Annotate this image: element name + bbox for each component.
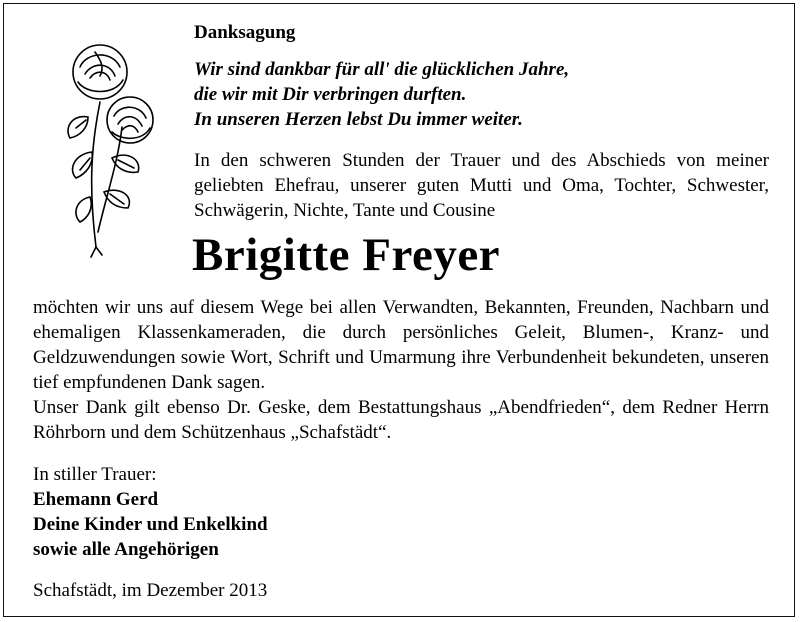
poem-line: die wir mit Dir verbringen durften. bbox=[194, 84, 467, 105]
body-paragraph: Unser Dank gilt ebenso Dr. Geske, dem Bestattungshaus „Abendfrieden“, dem Redner Herrn Röhrborn und dem Schützenhaus „Schafstädt“. bbox=[33, 397, 769, 443]
deceased-name: Brigitte Freyer bbox=[192, 229, 501, 281]
body-text bbox=[33, 295, 769, 445]
poem-line: In unseren Herzen lebst Du immer weiter. bbox=[194, 109, 523, 130]
heading-danksagung: Danksagung bbox=[194, 22, 296, 43]
poem-line: Wir sind dankbar für all' die glücklichen Jahre, bbox=[194, 59, 570, 80]
signoff bbox=[33, 462, 268, 562]
poem bbox=[194, 57, 569, 132]
signoff-intro: In stiller Trauer: bbox=[33, 464, 157, 485]
signoff-line: sowie alle Angehörigen bbox=[33, 539, 219, 560]
body-paragraph: möchten wir uns auf diesem Wege bei allen Verwandten, Bekannten, Freunden, Nachbarn und ehemaligen Klassenkameraden, die durch persönliches Geleit, Blumen-, Kranz- und Geldzuwendungen sowie Wort, Schrift und Umarmung ihre Verbundenheit bekundeten, unseren tief empfundenen Dank sagen. bbox=[33, 297, 769, 393]
intro-paragraph: In den schweren Stunden der Trauer und des Abschieds von meiner geliebten Ehefrau, unserer guten Mutti und Oma, Tochter, Schwester, Schwägerin, Nichte, Tante und Cousine bbox=[194, 150, 769, 221]
rose-icon bbox=[30, 32, 170, 272]
signoff-line: Deine Kinder und Enkelkind bbox=[33, 514, 268, 535]
place-date: Schafstädt, im Dezember 2013 bbox=[33, 580, 268, 601]
signoff-line: Ehemann Gerd bbox=[33, 489, 159, 510]
